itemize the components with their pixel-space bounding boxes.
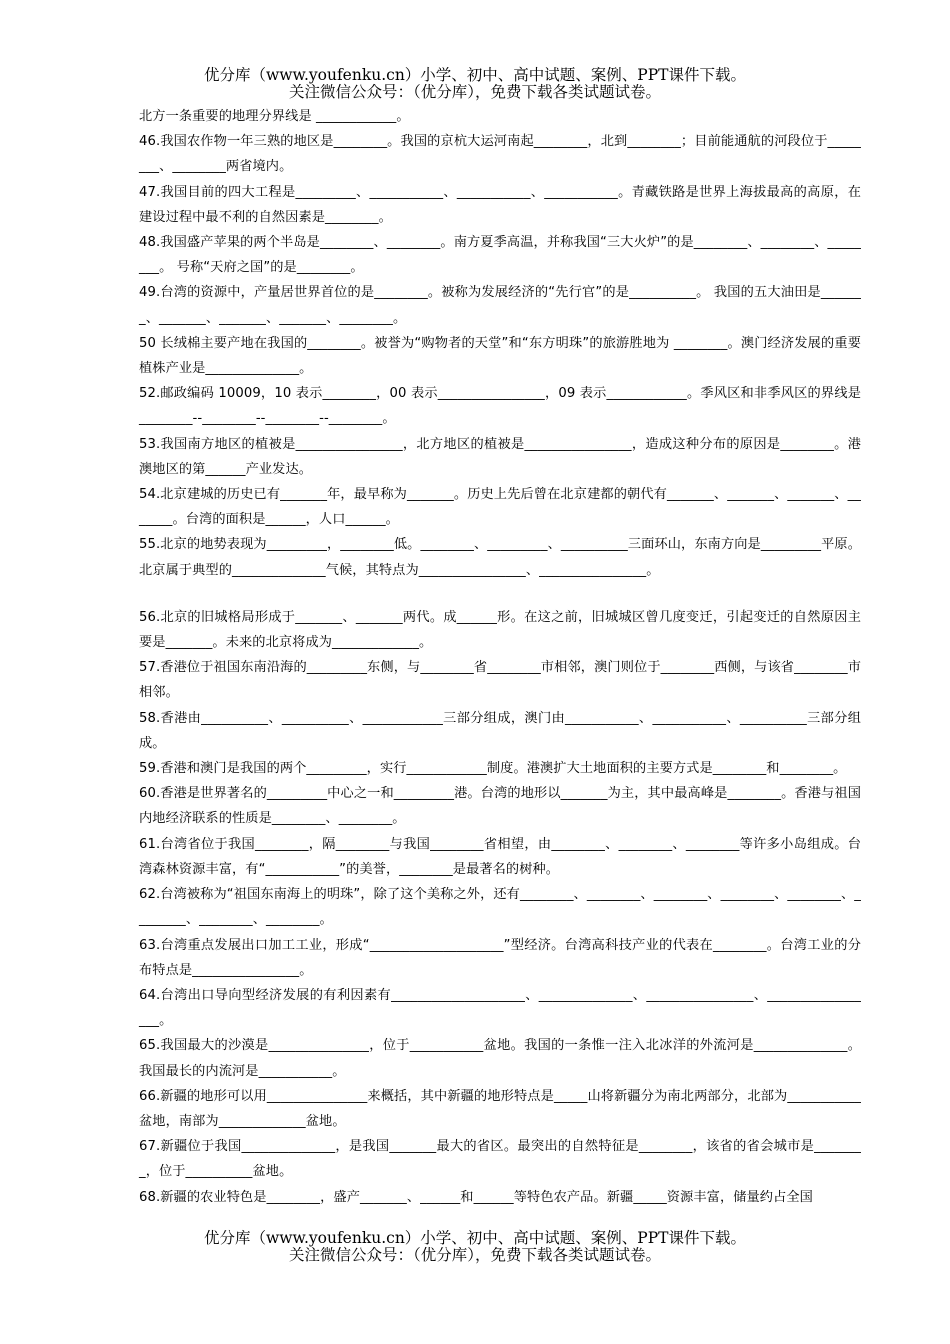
- question-item: 47.我国目前的四大工程是_________、___________、___________、___________。青藏铁路是世界上海拔最高的高原，在建设过程中最不利的自然因素是________。: [139, 184, 861, 225]
- question-item: 57.香港位于祖国东南沿海的_________东侧，与________省________市相邻，澳门则位于________西侧，与该省________市相邻。: [139, 660, 861, 701]
- question-item: 64.台湾出口导向型经济发展的有利因素有____________________、______________、________________、_________________。: [139, 987, 861, 1029]
- header-line-1: 优分库（www.youfenku.cn）小学、初中、高中试题、案例、PPT课件下载。: [203, 66, 747, 84]
- blank-spacer: [139, 583, 861, 605]
- question-list: [139, 104, 861, 1210]
- question-item: 46.我国农作物一年三熟的地区是________。我国的京杭大运河南起________，北到________；目前能通航的河段位于________、________两省境内。: [139, 134, 861, 175]
- question-item: 50 长绒棉主要产地在我国的________。被誉为“购物者的天堂”和“东方明珠”的旅游胜地为 ________。澳门经济发展的重要植株产业是______________。: [139, 335, 861, 377]
- question-item: 52.邮政编码 10009，10 表示________，00 表示________________，09 表示____________。季风区和非季风区的界线是________--________--________--________。: [139, 386, 861, 427]
- footer-line-2: 关注微信公众号：（优分库），免费下载各类试题试卷。: [288, 1246, 661, 1264]
- question-item: 49.台湾的资源中，产量居世界首位的是________。被称为发展经济的“先行官”的是__________。 我国的五大油田是_______、_______、_______、_______、________。: [139, 285, 861, 326]
- question-item: 55.北京的地势表现为_________，________低。________、_________、__________三面环山，东南方向是_________平原。北京属于典型的______________气候，其特点为________________、________________。: [139, 537, 861, 578]
- page-header: [0, 67, 950, 101]
- page-footer: [0, 1230, 950, 1264]
- footer-line-1: 优分库（www.youfenku.cn）小学、初中、高中试题、案例、PPT课件下载。: [203, 1229, 747, 1247]
- question-item: 62.台湾被称为“祖国东南海上的明珠”，除了这个美称之外，还有________、________、________、________、________、________、________、________。: [139, 887, 861, 928]
- question-item: 63.台湾重点发展出口加工工业，形成“____________________”型经济。台湾高科技产业的代表在________。台湾工业的分布特点是________________。: [139, 937, 861, 978]
- question-item: 67.新疆位于我国______________，是我国_______最大的省区。最突出的自然特征是________，该省的省会城市是________，位于__________盆地。: [139, 1139, 861, 1180]
- question-item: 58.香港由__________、__________、____________三部分组成，澳门由___________、___________、__________三部分组成。: [139, 710, 861, 751]
- question-item: 65.我国最大的沙漠是_______________，位于___________盆地。我国的一条惟一注入北冰洋的外流河是______________。我国最长的内流河是___________。: [139, 1038, 861, 1079]
- question-item: 68.新疆的农业特色是________，盛产_______、______和______等特色农产品。新疆_____资源丰富，储量约占全国: [139, 1189, 813, 1205]
- question-item: 北方一条重要的地理分界线是 ____________。: [139, 109, 410, 124]
- question-item: 53.我国南方地区的植被是________________，北方地区的植被是________________，造成这种分布的原因是________。港澳地区的第______产业发达。: [139, 436, 861, 477]
- question-item: 56.北京的旧城格局形成于_______、_______两代。成______形。在这之前，旧城城区曾几度变迁，引起变迁的自然原因主要是_______。未来的北京将成为_____________。: [139, 609, 861, 651]
- header-line-2: 关注微信公众号：（优分库），免费下载各类试题试卷。: [288, 83, 661, 101]
- question-item: 48.我国盛产苹果的两个半岛是________、________。南方夏季高温，并称我国“三大火炉”的是________、________、________。 号称“天府之国”的是________。: [139, 235, 861, 276]
- question-item: 54.北京建城的历史已有_______年，最早称为_______。历史上先后曾在北京建都的朝代有_______、_______、_______、_______。台湾的面积是______，人口______。: [139, 487, 861, 528]
- question-item: 61.台湾省位于我国________，隔________与我国________省相望，由________、________、________等许多小岛组成。台湾森林资源丰富，有“___________”的美誉，________是最著名的树种。: [139, 836, 861, 877]
- question-item: 60.香港是世界著名的_________中心之一和_________港。台湾的地形以_______为主，其中最高峰是________。香港与祖国内地经济联系的性质是________、________。: [139, 786, 861, 827]
- question-item: 66.新疆的地形可以用_______________来概括，其中新疆的地形特点是_____山将新疆分为南北两部分，北部为___________盆地，南部为_____________盆地。: [139, 1088, 861, 1129]
- question-item: 59.香港和澳门是我国的两个_________，实行____________制度。港澳扩大土地面积的主要方式是________和________。: [139, 761, 847, 777]
